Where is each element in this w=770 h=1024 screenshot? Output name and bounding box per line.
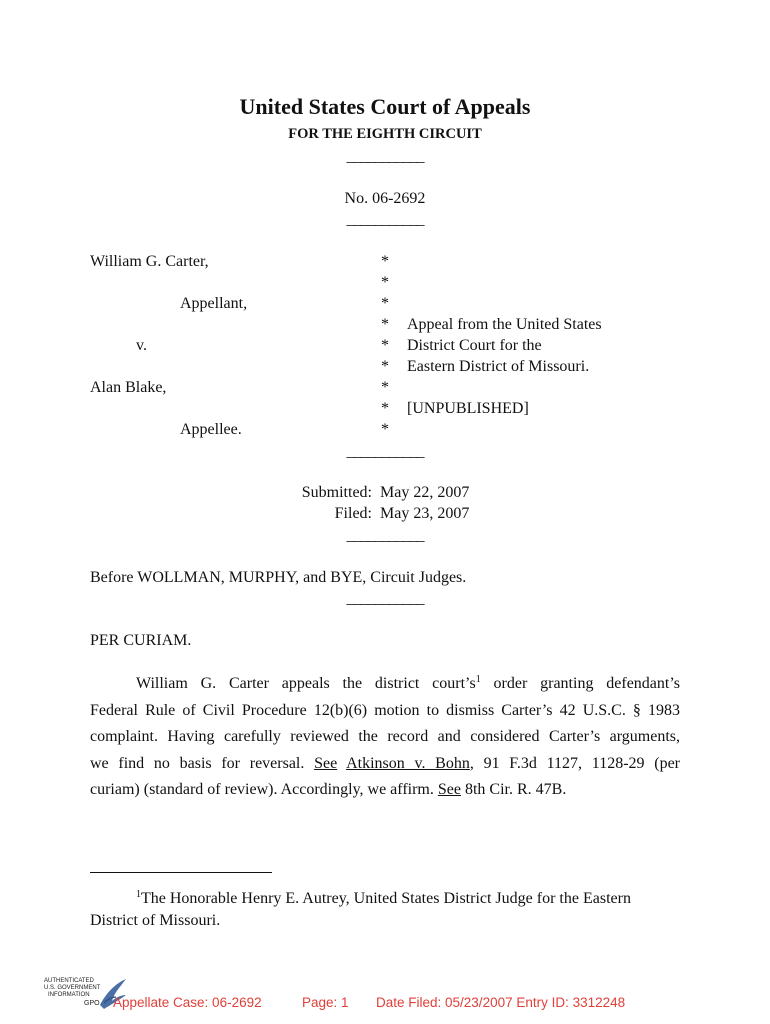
opinion-text: we find no basis for reversal. (90, 754, 315, 772)
caption-star: * (381, 421, 389, 438)
separator-rule: ___________ (346, 211, 424, 228)
opinion-line (90, 751, 680, 778)
footer-page-number: Page: 1 (302, 995, 349, 1010)
gpo-line: GPO (84, 1000, 100, 1007)
see-signal: See (437, 781, 461, 798)
footnote-line: District of Missouri. (90, 912, 221, 929)
appeal-from-line: Eastern District of Missouri. (407, 358, 590, 375)
opinion-text (337, 755, 346, 772)
opinion-text: William G. Carter appeals the district court’s (136, 675, 476, 692)
appellant-name: William G. Carter, (90, 253, 209, 270)
unpublished-label: [UNPUBLISHED] (407, 400, 529, 417)
separator-rule: ___________ (346, 590, 424, 607)
opinion-text: order granting defendant’s (480, 675, 681, 692)
caption-star: * (381, 379, 389, 396)
caption-star: * (381, 358, 389, 375)
opinion-line: complaint. Having carefully reviewed the record and considered Carter’s arguments, (90, 728, 680, 745)
appeal-from-line: District Court for the (407, 337, 542, 354)
appeal-from-line: Appeal from the United States (407, 316, 602, 333)
per-curiam-heading: PER CURIAM. (90, 632, 192, 649)
opinion-line (90, 671, 680, 698)
opinion-paragraph (90, 671, 680, 804)
case-citation: Atkinson v. Bohn (346, 754, 470, 772)
circuit-subtitle: FOR THE EIGHTH CIRCUIT (288, 126, 482, 142)
case-number: No. 06-2692 (344, 190, 426, 207)
footnote-divider (90, 872, 272, 873)
footer-date-filed: Date Filed: 05/23/2007 Entry ID: 3312248 (376, 995, 626, 1010)
gpo-line: AUTHENTICATED (44, 978, 94, 984)
court-title: United States Court of Appeals (239, 94, 531, 119)
gpo-line: U.S. GOVERNMENT (44, 985, 101, 991)
submitted-label: Submitted: (301, 484, 372, 501)
caption-star: * (381, 253, 389, 270)
panel-line: Before WOLLMAN, MURPHY, and BYE, Circuit Judges. (90, 569, 467, 586)
footnote-reference: 1 (475, 674, 481, 685)
separator-rule: ___________ (346, 527, 424, 544)
see-signal: See (314, 754, 338, 772)
caption-star: * (381, 316, 389, 333)
separator-rule: ___________ (346, 148, 424, 165)
appellee-name: Alan Blake, (90, 379, 167, 396)
caption-star: * (381, 400, 389, 417)
opinion-line (90, 777, 680, 804)
footnote-mark: 1 (136, 889, 141, 900)
separator-rule: ___________ (346, 443, 424, 460)
opinion-text: , 91 F.3d 1127, 1128-29 (per (469, 754, 681, 772)
submitted-date: May 22, 2007 (380, 484, 470, 501)
footnote-line (136, 890, 631, 908)
filed-date: May 23, 2007 (380, 505, 470, 522)
caption-star: * (381, 295, 389, 312)
appellant-role: Appellant, (180, 295, 248, 312)
opinion-line: Federal Rule of Civil Procedure 12(b)(6) motion to dismiss Carter’s 42 U.S.C. § 1983 (90, 701, 680, 719)
caption-star: * (381, 274, 389, 291)
footnote-text: The Honorable Henry E. Autrey, United States District Judge for the Eastern (141, 890, 631, 907)
caption-star: * (381, 337, 389, 354)
opinion-text: 8th Cir. R. 47B. (460, 781, 567, 798)
filed-label: Filed: (334, 505, 372, 522)
appellee-role: Appellee. (180, 421, 242, 438)
opinion-text: curiam) (standard of review). Accordingly, we affirm. (90, 781, 438, 798)
gpo-line: INFORMATION (48, 992, 90, 998)
footer-case-number: Appellate Case: 06-2692 (113, 995, 262, 1010)
versus-label: v. (136, 337, 147, 354)
